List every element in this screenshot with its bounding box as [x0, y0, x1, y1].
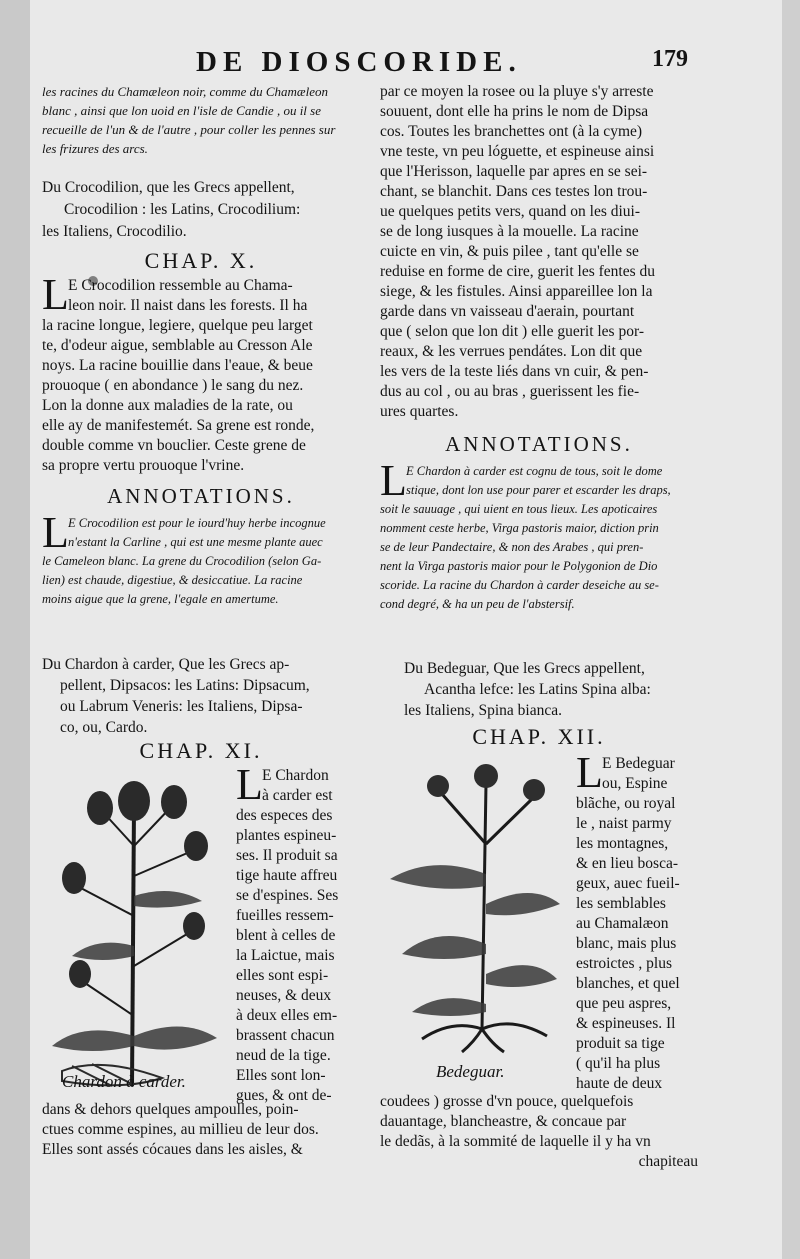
- text-line: blanc, mais plus: [576, 935, 677, 952]
- text-line: ou Labrum Veneris: les Italiens, Dipsa-: [60, 698, 303, 715]
- text-line: le , naist parmy: [576, 815, 672, 832]
- drop-cap-l: L: [380, 456, 407, 505]
- text-line: blent à celles de: [236, 927, 336, 944]
- text-line: chant, se blanchit. Dans ces testes lon trou-: [380, 183, 648, 200]
- annotations-2-text: [380, 456, 698, 614]
- text-line: reduise en forme de cire, guerit les fentes du: [380, 263, 656, 280]
- text-line: dauantage, blancheastre, & concaue par: [380, 1113, 627, 1130]
- text-line: estroictes , plus: [576, 955, 672, 972]
- text-line: les Italiens, Crocodilio.: [42, 223, 187, 240]
- drop-cap-l: L: [576, 748, 603, 797]
- drop-cap-l: L: [42, 270, 69, 319]
- text-line: que ( selon que lon dit ) elle guerit les por-: [380, 323, 644, 340]
- text-line: les Italiens, Spina bianca.: [404, 702, 562, 719]
- chapter-xi-continued: [42, 1100, 360, 1160]
- text-line: nomment ceste herbe, Virga pastoris maior, diction prin: [380, 521, 659, 535]
- text-line: ures quartes.: [380, 403, 459, 420]
- text-line: elles sont espi-: [236, 967, 329, 984]
- text-line: haute de deux: [576, 1075, 663, 1092]
- text-line: & en lieu bosca-: [576, 855, 679, 872]
- intro-italic-paragraph: [42, 82, 360, 158]
- text-line: se d'espines. Ses: [236, 887, 339, 904]
- text-line: pellent, Dipsacos: les Latins: Dipsacum,: [60, 677, 310, 694]
- text-line: cuicte en vin, & puis pilee , tant qu'elle se: [380, 243, 639, 260]
- page-edge: [782, 0, 800, 1259]
- text-line: blanches, et quel: [576, 975, 680, 992]
- chapter-xi-right-text: [380, 82, 698, 422]
- text-line: cond degré, & ha un peu de l'abstersif.: [380, 597, 575, 611]
- text-line: nent la Virga pastoris maior pour le Polygonion de Dio: [380, 559, 658, 573]
- text-line: prouoque ( en abondance ) le sang du nez.: [42, 377, 304, 394]
- chapter-xii-heading: CHAP. XII.: [472, 724, 606, 749]
- text-line: siege, & les fistules. Ainsi appareillee lon la: [380, 283, 653, 300]
- text-line: se de leur Pandectaire, & non des Arabes , qui pren-: [380, 540, 644, 554]
- text-line: dans & dehors quelques ampoulles, poin-: [42, 1101, 299, 1118]
- chardon-title: [42, 654, 360, 738]
- annotations-heading-1: ANNOTATIONS.: [107, 484, 295, 508]
- chapter-xi-heading: CHAP. XI.: [139, 738, 263, 763]
- text-line: E Chardon à carder est cognu de tous, soit le dome: [406, 464, 663, 478]
- page-gutter-shadow: [0, 0, 30, 1259]
- text-line: fueilles ressem-: [236, 907, 334, 924]
- text-line: leon noir. Il naist dans les forests. Il ha: [68, 297, 308, 314]
- text-line: la racine longue, legiere, quelque peu larget: [42, 317, 313, 334]
- text-line: blãche, ou royal: [576, 795, 676, 812]
- text-line: moins aigue que la grene, l'egale en amertume.: [42, 592, 279, 606]
- text-line: des especes des: [236, 807, 333, 824]
- chardon-caption: Chardon à carder.: [62, 1072, 186, 1091]
- text-line: E Chardon: [262, 767, 329, 784]
- text-line: les montagnes,: [576, 835, 669, 852]
- text-line: que l'Herisson, laquelle par apres en se sei-: [380, 163, 648, 180]
- text-line: te, d'odeur aigue, semblable au Cresson Ale: [42, 337, 313, 354]
- chapter-xii-text: [576, 748, 700, 1094]
- chapter-xi-text: [236, 760, 362, 1106]
- running-head: DE DIOSCORIDE.: [196, 46, 522, 78]
- text-line: Acantha lefce: les Latins Spina alba:: [424, 681, 651, 698]
- text-line: les racines du Chamæleon noir, comme du Chamæleon: [42, 84, 328, 99]
- text-line: le dedãs, à la sommité de laquelle il y ha vn: [380, 1133, 651, 1150]
- text-line: Du Bedeguar, Que les Grecs appellent,: [404, 660, 645, 677]
- text-line: brassent chacun: [236, 1027, 335, 1044]
- text-line: cos. Toutes les branchettes ont (à la cyme): [380, 123, 643, 140]
- bedeguar-title: [380, 658, 698, 721]
- drop-cap-l: L: [42, 508, 69, 557]
- text-line: n'estant la Carline , qui est une mesme plante auec: [68, 535, 323, 549]
- text-line: elle ay de manifestemét. Sa grene est ronde,: [42, 417, 315, 434]
- text-line: se de long iusques à la mouelle. La racine: [380, 223, 639, 240]
- chardon-woodcut-illustration: [42, 766, 222, 1096]
- chapter-x-heading: CHAP. X.: [144, 248, 258, 273]
- text-line: au Chamalæon: [576, 915, 669, 932]
- text-line: ue quelques petits vers, quand on les diui-: [380, 203, 641, 220]
- text-line: les frizures des arcs.: [42, 141, 148, 156]
- text-line: gues, & ont de-: [236, 1087, 332, 1104]
- text-line: Elles sont assés cócaues dans les aisles, &: [42, 1141, 303, 1158]
- annotations-heading-2: ANNOTATIONS.: [445, 432, 633, 456]
- text-line: tige haute affreu: [236, 867, 338, 884]
- text-line: E Crocodilion est pour le iourd'huy herbe incognue: [68, 516, 326, 530]
- text-line: Crocodilion : les Latins, Crocodilium:: [64, 201, 301, 218]
- text-line: dus au col , ou au bras , guerissent les fie-: [380, 383, 640, 400]
- right-column: [380, 82, 698, 1182]
- crocodilion-title: [42, 177, 360, 243]
- text-line: reaux, & les verrues pendátes. Lon dit que: [380, 343, 643, 360]
- text-line: neuses, & deux: [236, 987, 332, 1004]
- drop-cap-l: L: [236, 760, 263, 809]
- text-line: Lon la donne aux maladies de la rate, ou: [42, 397, 293, 414]
- chapter-xii-continued: [380, 1092, 698, 1172]
- text-line: ses. Il produit sa: [236, 847, 338, 864]
- ink-blot: [88, 276, 98, 286]
- text-line: par ce moyen la rosee ou la pluye s'y arreste: [380, 83, 654, 100]
- text-line: recueille de l'un & de l'autre , pour coller les pennes sur: [42, 122, 336, 137]
- text-line: stique, dont lon use pour parer et escarder les draps,: [406, 483, 671, 497]
- text-line: noys. La racine bouillie dans l'eaue, & beue: [42, 357, 313, 374]
- text-line: plantes espineu-: [236, 827, 337, 844]
- text-line: ou, Espine: [602, 775, 668, 792]
- text-line: à deux elles em-: [236, 1007, 338, 1024]
- text-line: E Crocodilion ressemble au Chama-: [68, 277, 293, 294]
- bedeguar-woodcut-illustration: [382, 754, 562, 1054]
- text-line: Elles sont lon-: [236, 1067, 326, 1084]
- text-line: Du Crocodilion, que les Grecs appellent,: [42, 179, 295, 196]
- page-number: 179: [652, 46, 688, 72]
- text-line: garde dans vn vaisseau d'aerain, pourtant: [380, 303, 635, 320]
- text-line: à carder est: [262, 787, 333, 804]
- text-line: les semblables: [576, 895, 666, 912]
- text-line: lien) est chaude, digestiue, & desiccatiue. La racine: [42, 573, 303, 587]
- text-line: geux, auec fueil-: [576, 875, 680, 892]
- annotations-1-text: [42, 508, 360, 609]
- text-line: neud de la tige.: [236, 1047, 331, 1064]
- text-line: scoride. La racine du Chardon à carder deseiche au se-: [380, 578, 659, 592]
- text-line: Du Chardon à carder, Que les Grecs ap-: [42, 656, 290, 673]
- chapter-x-text: [42, 270, 360, 476]
- text-line: co, ou, Cardo.: [60, 719, 148, 736]
- text-line: E Bedeguar: [602, 755, 675, 772]
- text-line: ctues comme espines, au millieu de leur dos.: [42, 1121, 319, 1138]
- text-line: souuent, dont elle ha prins le nom de Dipsa: [380, 103, 649, 120]
- text-line: & espineuses. Il: [576, 1015, 676, 1032]
- text-line: sa propre vertu prouoque l'vrine.: [42, 457, 245, 474]
- text-line: chapiteau: [638, 1153, 698, 1170]
- left-column: [42, 82, 360, 1182]
- text-line: double comme vn bouclier. Ceste grene de: [42, 437, 306, 454]
- bedeguar-caption: Bedeguar.: [436, 1062, 505, 1081]
- text-line: ( qu'il ha plus: [576, 1055, 661, 1072]
- text-line: produit sa tige: [576, 1035, 665, 1052]
- text-line: les vers de la teste liés dans vn cuir, & pen-: [380, 363, 649, 380]
- text-line: soit le sauuage , qui uient en tous lieux. Les apoticaires: [380, 502, 658, 516]
- text-line: coudees ) grosse d'vn pouce, quelquefois: [380, 1093, 634, 1110]
- text-line: vne teste, vn peu lóguette, et espineuse ainsi: [380, 143, 655, 160]
- text-line: blanc , ainsi que lon uoid en l'isle de Candie , ou il se: [42, 103, 321, 118]
- text-line: le Cameleon blanc. La grene du Crocodilion (selon Ga-: [42, 554, 322, 568]
- text-line: la Laictue, mais: [236, 947, 335, 964]
- text-line: que peu aspres,: [576, 995, 672, 1012]
